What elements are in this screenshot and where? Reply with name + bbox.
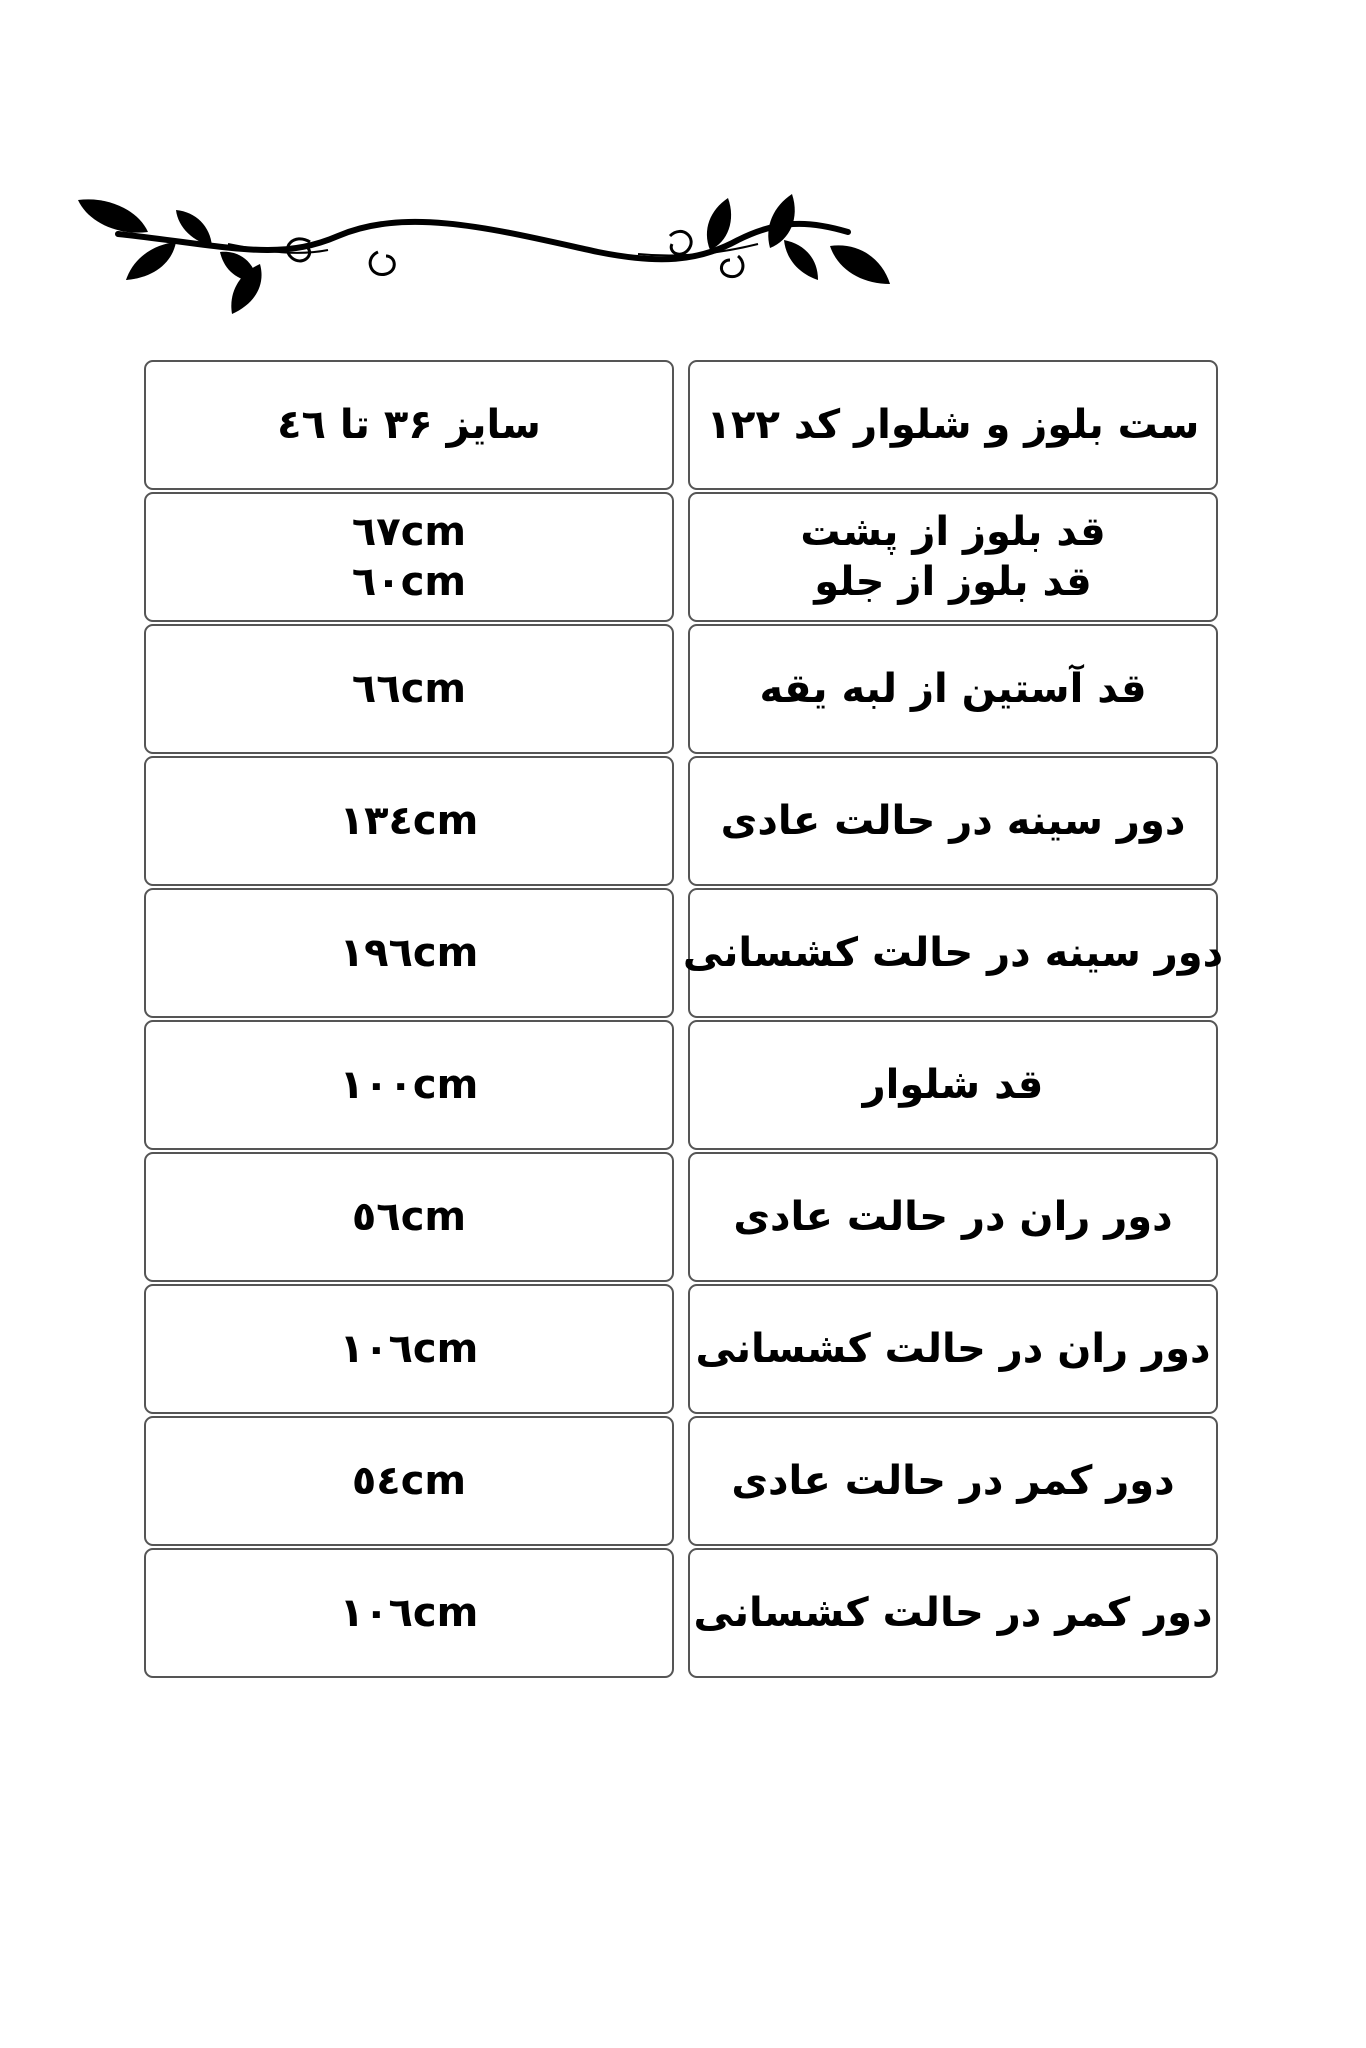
table-row (144, 1548, 1218, 1680)
measurement-label-cell (688, 1020, 1218, 1150)
measurement-label-cell (688, 1548, 1218, 1678)
measurement-label: دور کمر در حالت کشسانی (693, 1590, 1213, 1636)
measurement-value: سایز ۳۶ تا ٤٦ (277, 402, 541, 448)
measurement-value: ٥٦cm (351, 1194, 467, 1240)
measurement-label: قد شلوار (862, 1062, 1044, 1108)
measurement-value-cell (144, 1548, 674, 1678)
measurement-value: ٦٧cm (351, 509, 467, 555)
measurement-label: دور ران در حالت کشسانی (695, 1326, 1211, 1372)
measurement-label: دور کمر در حالت عادی (731, 1458, 1175, 1504)
measurement-label-cell (688, 624, 1218, 754)
measurement-value-cell (144, 756, 674, 886)
measurement-label: قد بلوز از پشت (800, 509, 1106, 555)
measurement-value-cell (144, 1284, 674, 1414)
measurement-label-cell (682, 888, 1224, 1018)
measurement-value: ٦٦cm (351, 666, 467, 712)
measurement-value-cell (144, 360, 674, 490)
measurement-value: ١٠٦cm (339, 1326, 479, 1372)
measurement-value-cell (144, 1152, 674, 1282)
table-row (144, 1152, 1218, 1284)
table-row (144, 1284, 1218, 1416)
vine-leaves-icon (78, 192, 890, 320)
product-title-cell (688, 360, 1218, 490)
table-row (144, 1020, 1218, 1152)
measurement-label-cell (688, 492, 1218, 622)
table-row (144, 1416, 1218, 1548)
measurement-label: دور ران در حالت عادی (733, 1194, 1173, 1240)
measurement-value-cell (144, 1020, 674, 1150)
measurement-label-cell (688, 1152, 1218, 1282)
measurement-label-cell (688, 756, 1218, 886)
measurement-label-cell (688, 1416, 1218, 1546)
measurement-value: ١٣٤cm (339, 798, 479, 844)
measurement-label: دور سینه در حالت کشسانی (682, 930, 1224, 976)
measurement-value: ٥٤cm (351, 1458, 467, 1504)
measurement-value-cell (144, 888, 674, 1018)
table-row (144, 756, 1218, 888)
table-row (144, 888, 1224, 1020)
measurement-value-cell (144, 492, 674, 622)
table-row (144, 624, 1218, 756)
measurement-value: ١٠٠cm (339, 1062, 479, 1108)
measurement-label-cell (688, 1284, 1218, 1414)
measurement-value: ١٩٦cm (339, 930, 479, 976)
table-row (144, 360, 1218, 492)
measurement-value-cell (144, 624, 674, 754)
measurement-label: دور سینه در حالت عادی (720, 798, 1186, 844)
measurement-value: ٦٠cm (351, 559, 467, 605)
measurement-label: قد بلوز از جلو (814, 559, 1092, 605)
measurement-value: ١٠٦cm (339, 1590, 479, 1636)
size-table (144, 360, 1224, 1680)
measurement-label: قد آستین از لبه یقه (759, 666, 1147, 712)
table-row (144, 492, 1218, 624)
product-title: ست بلوز و شلوار کد ۱۲۲ (706, 402, 1200, 448)
measurement-value-cell (144, 1416, 674, 1546)
